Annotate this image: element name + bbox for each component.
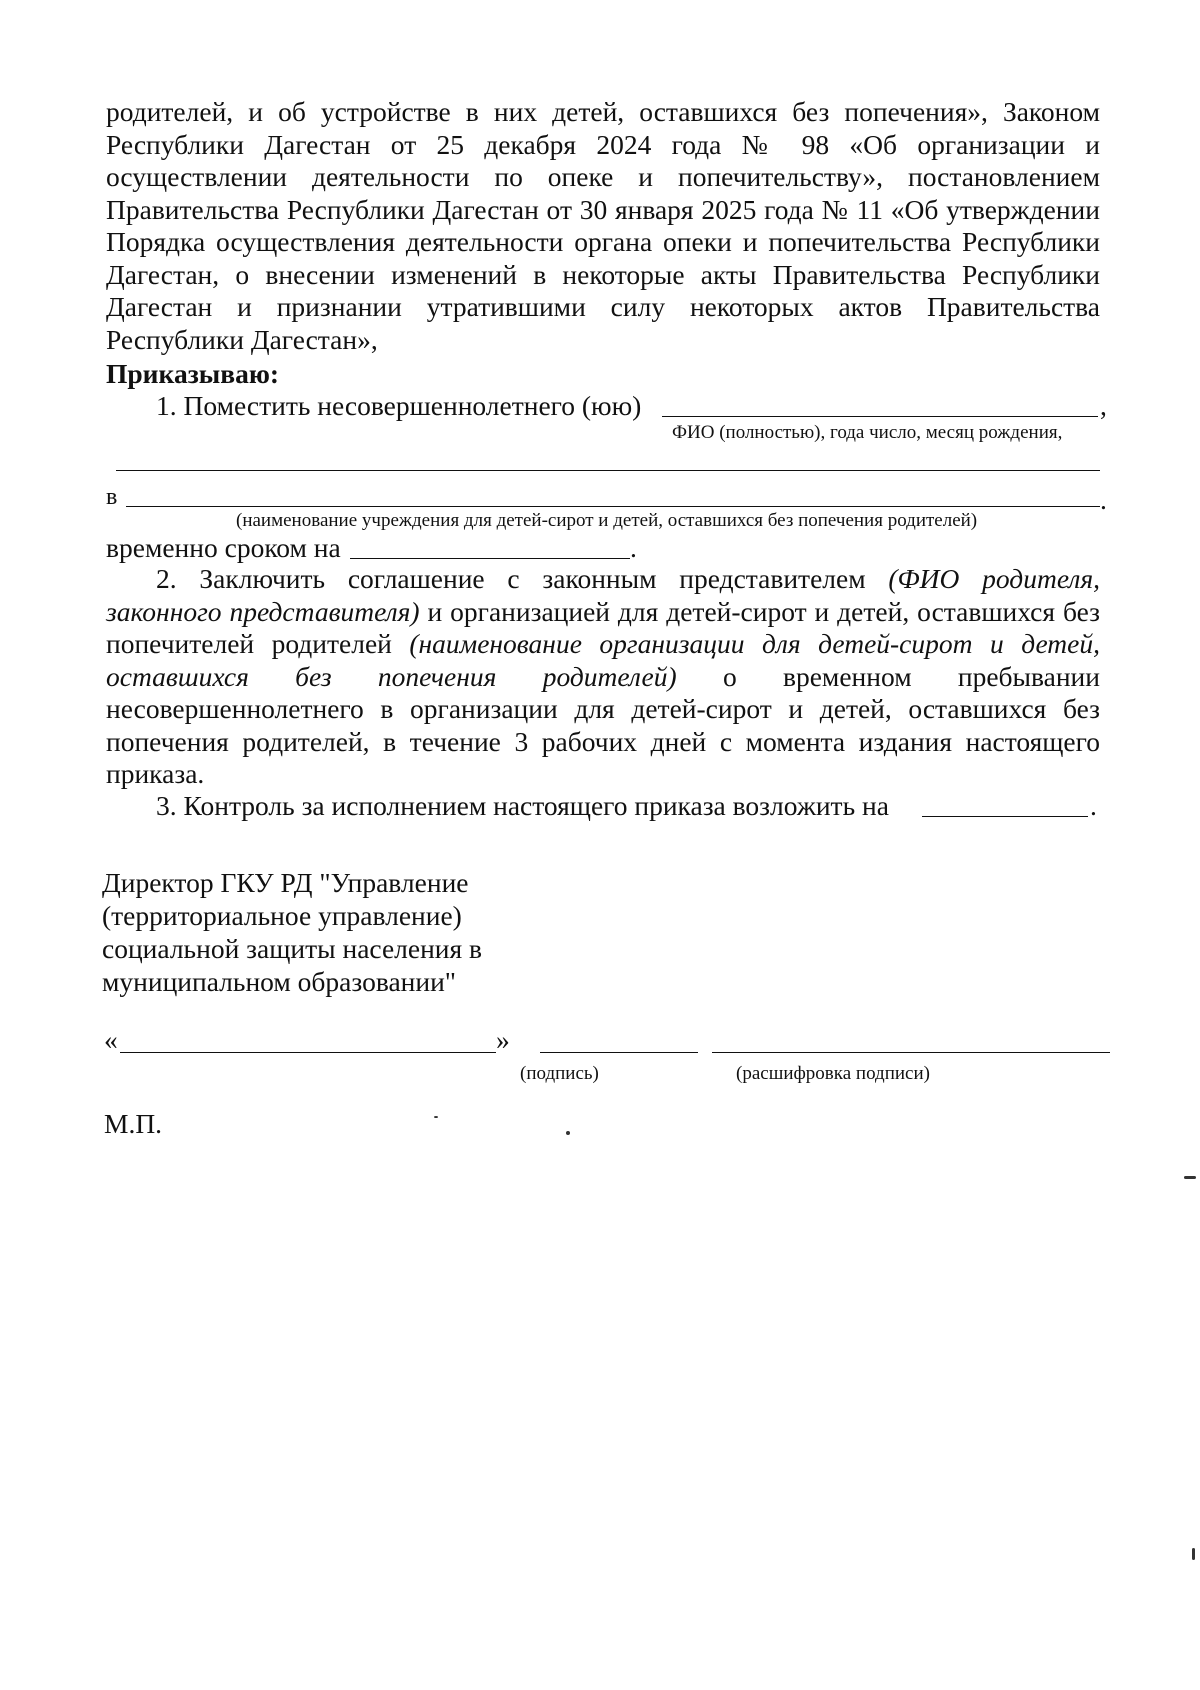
scan-speck bbox=[434, 1116, 438, 1118]
item2-middle: и организацией для детей-сирот и детей, оставшихся без попечителей родителей bbox=[106, 595, 1100, 659]
order-heading: Приказываю: bbox=[106, 358, 280, 389]
child-name-hint: ФИО (полностью), года число, месяц рождения, bbox=[672, 422, 1063, 443]
date-close-quote: » bbox=[496, 1024, 510, 1055]
date-open-quote: « bbox=[104, 1024, 118, 1055]
signature-blank[interactable] bbox=[540, 1052, 698, 1053]
child-name-blank[interactable] bbox=[662, 416, 1098, 417]
director-line-4: муниципальном образовании" bbox=[102, 966, 457, 997]
institution-hint: (наименование учреждения для детей-сирот и детей, оставшихся без попечения родителей) bbox=[236, 510, 978, 531]
scan-speck bbox=[1192, 1548, 1195, 1560]
director-line-1: Директор ГКУ РД "Управление bbox=[102, 867, 469, 898]
item2-italic-representative: (ФИО родителя, законного представителя) bbox=[106, 563, 1100, 627]
item2-paragraph bbox=[106, 563, 1100, 791]
item2-italic-organization: (наименование организации для детей-сирот и детей, оставшихся без попечения родителей) bbox=[106, 628, 1100, 692]
intro-paragraph: родителей, и об устройстве в них детей, оставшихся без попечения», Законом Республики Дагестан от 25 декабря 2024 года № 98 «Об организации и осуществлении деятельности по опеке и попечительству», постановлением Правительства Республики Дагестан от 30 января 2025 года № 11 «Об утверждении Порядка осуществления деятельности органа опеки и попечительства Республики Дагестан, о внесении изменений в некоторые акты Правительства Республики Дагестан и признании утратившими силу некоторых актов Правительства Республики Дагестан», bbox=[106, 96, 1100, 355]
scan-speck bbox=[566, 1131, 570, 1135]
item2-tail: о временном пребывании несовершеннолетнего в организации для детей-сирот и детей, оставшихся без попечения родителей, в течение 3 рабочих дней с момента издания настоящего приказа. bbox=[106, 660, 1100, 789]
stamp-place: М.П. bbox=[104, 1108, 163, 1139]
scan-speck bbox=[1184, 1176, 1196, 1179]
director-line-3: социальной защиты населения в bbox=[102, 933, 483, 964]
term-suffix: . bbox=[630, 532, 637, 563]
item3-text: 3. Контроль за исполнением настоящего приказа возложить на bbox=[156, 790, 889, 821]
date-blank[interactable] bbox=[120, 1052, 496, 1053]
institution-blank[interactable] bbox=[126, 506, 1100, 507]
signature-decode-hint: (расшифровка подписи) bbox=[736, 1063, 930, 1084]
institution-prefix: в bbox=[106, 484, 118, 510]
child-name-continuation-blank[interactable] bbox=[116, 470, 1100, 471]
term-text: временно сроком на bbox=[106, 532, 341, 563]
item1-text: 1. Поместить несовершеннолетнего (юю) bbox=[156, 390, 642, 421]
signature-hint: (подпись) bbox=[520, 1063, 599, 1084]
item1-comma: , bbox=[1100, 390, 1107, 421]
signature-decode-blank[interactable] bbox=[712, 1052, 1110, 1053]
director-line-2: (территориальное управление) bbox=[102, 900, 462, 931]
director-title bbox=[102, 866, 482, 998]
institution-suffix: . bbox=[1100, 484, 1107, 515]
item3-suffix: . bbox=[1090, 790, 1097, 821]
term-blank[interactable] bbox=[350, 558, 630, 559]
responsible-blank[interactable] bbox=[922, 816, 1088, 817]
item2-lead: 2. Заключить соглашение с законным представителем bbox=[156, 563, 889, 594]
